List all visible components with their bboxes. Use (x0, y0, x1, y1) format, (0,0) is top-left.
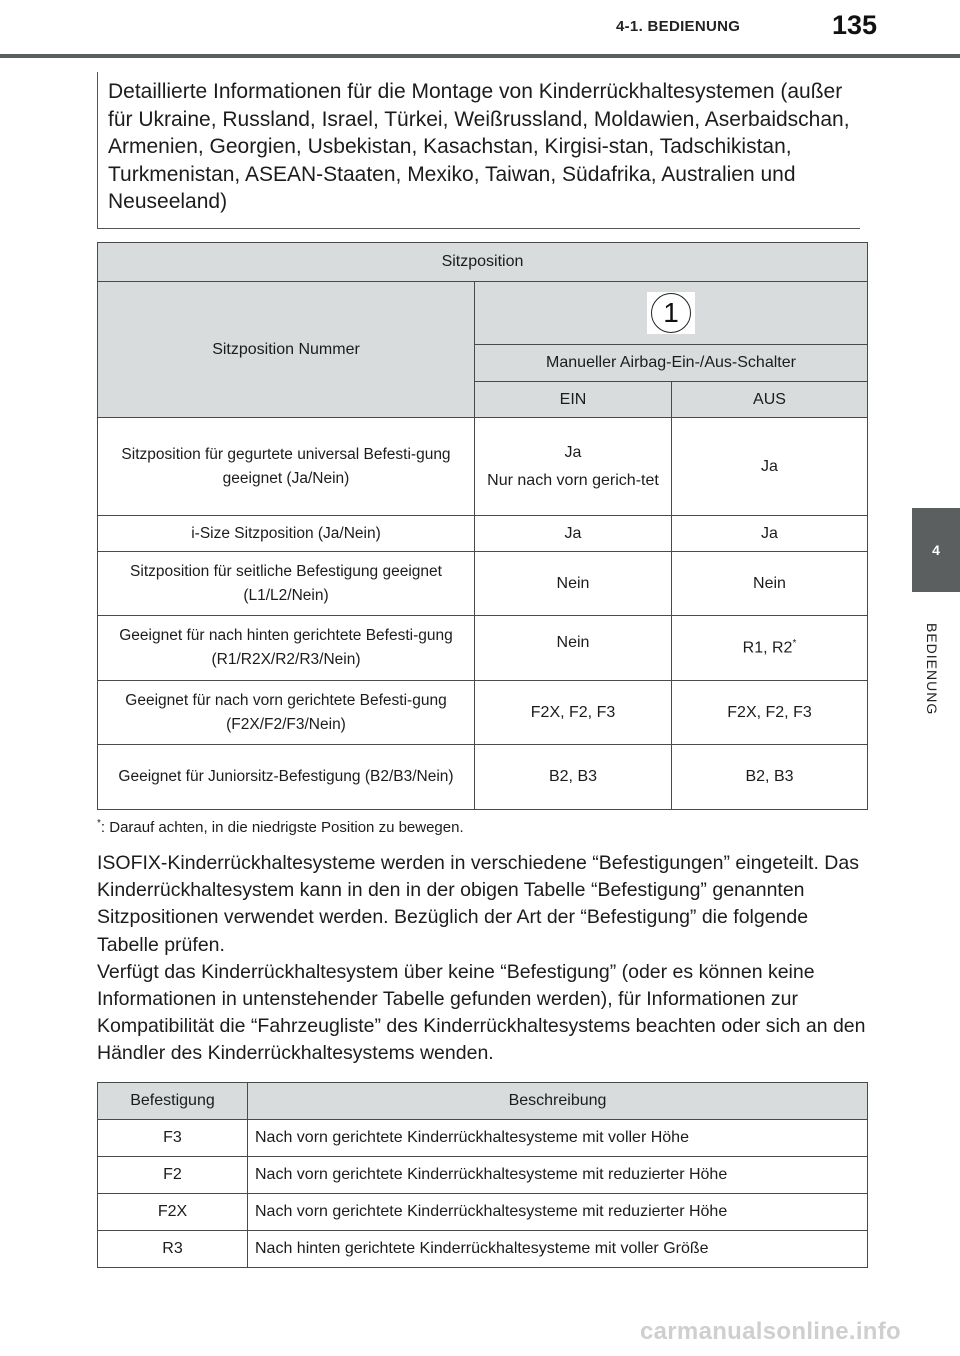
fixture-code: F3 (98, 1120, 248, 1157)
row-value-off: F2X, F2, F3 (672, 681, 868, 745)
fixture-description: Nach vorn gerichtete Kinderrückhaltesysteme mit voller Höhe (248, 1120, 868, 1157)
table-row (98, 1194, 868, 1231)
row-value-off: Ja (672, 418, 868, 516)
callout-box (97, 72, 860, 229)
row-label: Sitzposition für seitliche Befestigung geeignet (L1/L2/Nein) (98, 552, 475, 616)
footnote-marker: * (97, 818, 101, 829)
footnote-marker: * (792, 638, 797, 650)
row-value-off (672, 616, 868, 681)
fixture-code: F2X (98, 1194, 248, 1231)
fixture-description: Nach hinten gerichtete Kinderrückhaltesysteme mit voller Größe (248, 1231, 868, 1268)
paragraph: ISOFIX-Kinderrückhaltesysteme werden in verschiedene “Befestigungen” eingeteilt. Das Kinderrückhaltesystem kann in den in der obigen Tabelle “Befestigung” genannten Sitzpositionen verwendet werden. Bezüglich der Art der “Befestigung” die folgende Tabelle prüfen. (97, 852, 859, 956)
header-divider (0, 54, 960, 58)
chapter-label: BEDIENUNG (924, 622, 940, 716)
fixture-code: R3 (98, 1231, 248, 1268)
col-on-header: EIN (475, 382, 672, 418)
chapter-number: 4 (932, 542, 940, 558)
table-row (98, 616, 868, 681)
watermark: carmanualsonline.info (640, 1318, 902, 1345)
table-row (98, 1157, 868, 1194)
table-row (98, 1120, 868, 1157)
row-value-on: Nein (475, 552, 672, 616)
fixture-code: F2 (98, 1157, 248, 1194)
callout-text: Detaillierte Informationen für die Montage von Kinderrückhaltesystemen (außer für Ukraine, Russland, Israel, Türkei, Weißrussland, Moldawien, Aserbaidschan, Armenien, Georgien, Usbekistan, Kasachstan, Kirgisi-stan, Tadschikistan, Turkmenistan, ASEAN-Staaten, Mexiko, Taiwan, Südafrika, Australien und Neuseeland) (108, 80, 850, 213)
row-label: Geeignet für nach vorn gerichtete Befesti-gung (F2X/F2/F3/Nein) (98, 681, 475, 745)
paragraph: Verfügt das Kinderrückhaltesystem über keine “Befestigung” (oder es können keine Informationen in untenstehender Tabelle gefunden werden), für Informationen zur Kompatibilität die “Fahrzeugliste” des Kinderrückhaltesystems beachten oder sich an den Händler des Kinderrückhaltesystems wenden. (97, 960, 866, 1065)
table-title: Sitzposition (98, 243, 868, 282)
table-row (98, 1231, 868, 1268)
fixture-table (97, 1082, 868, 1268)
row-value-off: Ja (672, 516, 868, 552)
seat-position-table (97, 242, 868, 810)
section-title: 4-1. BEDIENUNG (616, 18, 741, 35)
row-value-on (475, 418, 672, 516)
row-value-off: Nein (672, 552, 868, 616)
seat-number-cell (475, 282, 868, 345)
col-fixture-header: Befestigung (98, 1083, 248, 1120)
col-off-header: AUS (672, 382, 868, 418)
row-label: Geeignet für Juniorsitz-Befestigung (B2/B3/Nein) (98, 745, 475, 810)
seat-number-label: Sitzposition Nummer (98, 282, 475, 418)
row-label: Geeignet für nach hinten gerichtete Befesti-gung (R1/R2X/R2/R3/Nein) (98, 616, 475, 681)
col-description-header: Beschreibung (248, 1083, 868, 1120)
row-label: Sitzposition für gegurtete universal Befesti-gung geeignet (Ja/Nein) (98, 418, 475, 516)
footnote-text: : Darauf achten, in die niedrigste Position zu bewegen. (100, 819, 464, 836)
airbag-switch-header: Manueller Airbag-Ein-/Aus-Schalter (475, 345, 868, 382)
row-value-on: F2X, F2, F3 (475, 681, 672, 745)
row-value-on-line2: Nur nach vorn gerich-tet (487, 471, 659, 489)
fixture-description: Nach vorn gerichtete Kinderrückhaltesysteme mit reduzierter Höhe (248, 1157, 868, 1194)
fixture-description: Nach vorn gerichtete Kinderrückhaltesysteme mit reduzierter Höhe (248, 1194, 868, 1231)
table-row (98, 516, 868, 552)
row-value-off: B2, B3 (672, 745, 868, 810)
chapter-tab[interactable] (912, 508, 960, 592)
table-row (98, 552, 868, 616)
row-value-off-text: R1, R2 (742, 639, 793, 657)
page-number: 135 (832, 10, 878, 40)
table-row (98, 681, 868, 745)
row-value-on: Ja (475, 516, 672, 552)
table-row (98, 745, 868, 810)
seat-number-circle: 1 (651, 293, 691, 333)
row-value-on-line1: Ja (564, 443, 582, 461)
row-value-on: B2, B3 (475, 745, 672, 810)
table-row (98, 418, 868, 516)
row-label: i-Size Sitzposition (Ja/Nein) (98, 516, 475, 552)
footnote (97, 818, 464, 836)
row-value-on: Nein (475, 616, 672, 681)
body-text (97, 850, 867, 1068)
